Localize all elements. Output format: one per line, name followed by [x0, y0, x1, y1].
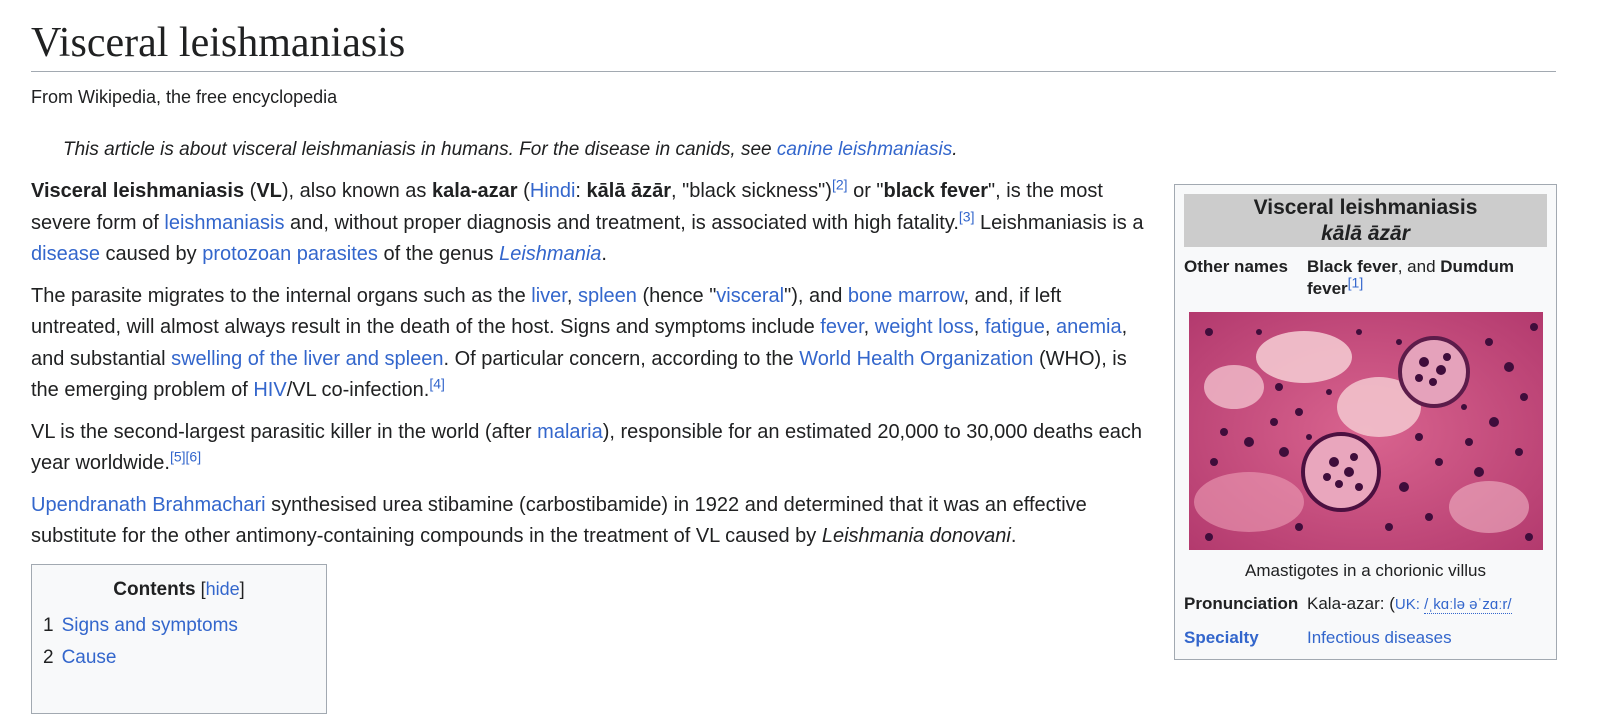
infobox-header: [1184, 194, 1547, 247]
pronunciation-uk-link[interactable]: UK:: [1394, 596, 1425, 613]
text: ,: [973, 316, 985, 338]
infobox-row-specialty: [1184, 627, 1547, 651]
text: ), also known as: [281, 180, 432, 202]
infobox-value-pronunciation: [1307, 593, 1547, 616]
link-leishmania[interactable]: Leishmania: [499, 243, 602, 265]
text: Leishmaniasis is a: [974, 211, 1144, 234]
infobox-row-pronunciation: [1184, 593, 1547, 617]
infobox-label-specialty[interactable]: Specialty: [1184, 628, 1259, 647]
ref-3[interactable]: [3]: [958, 207, 975, 224]
text: , "black sickness"): [671, 180, 832, 202]
toc-item-cause[interactable]: Cause: [61, 647, 117, 668]
toc-bracket-close: ]: [239, 579, 245, 599]
paragraph-mortality: [31, 417, 1156, 480]
link-who[interactable]: World Health Organization: [799, 347, 1034, 370]
micrograph-image: [1189, 312, 1543, 550]
link-canine-leishmaniasis[interactable]: canine leishmaniasis: [776, 139, 953, 160]
infobox-value-other-names: [1307, 256, 1547, 300]
ref-5[interactable]: [5]: [169, 448, 186, 465]
text: , and, if left untreated, will almost always result in the death of the host. Signs and symptoms include: [31, 284, 1062, 338]
link-hindi[interactable]: Hindi: [529, 180, 576, 202]
text: ), responsible for an estimated 20,000 to 30,000 deaths each year worldwide.: [31, 420, 1142, 474]
text: ,: [566, 284, 578, 307]
text: ,: [1044, 316, 1057, 338]
table-of-contents: [31, 564, 327, 714]
toc-list: [43, 610, 326, 674]
link-disease[interactable]: disease: [31, 243, 100, 265]
infobox-label-other-names: Other names: [1184, 257, 1288, 276]
site-tagline: From Wikipedia, the free encyclopedia: [31, 87, 338, 107]
text: .: [1010, 525, 1017, 547]
term-vl: VL: [256, 180, 282, 202]
term-leishmania-donovani: Leishmania donovani: [821, 525, 1011, 547]
link-liver[interactable]: liver: [531, 284, 567, 307]
infobox-caption: Amastigotes in a chorionic villus: [1245, 561, 1486, 580]
text: .: [601, 243, 607, 265]
term-black-fever: black fever: [883, 180, 989, 202]
text: , and: [1397, 257, 1441, 276]
infobox-image[interactable]: [1189, 312, 1543, 550]
text: synthesised urea stibamine (carbostibamide) in 1922 and determined that it was an effective substitute for the other antimony-containing compounds in the treatment of VL caused by: [31, 493, 1087, 547]
infobox-title: Visceral leishmaniasis: [1253, 196, 1478, 219]
toc-item-signs-and-symptoms[interactable]: Signs and symptoms: [61, 615, 238, 636]
pronunciation-ipa-link[interactable]: /ˌkɑːlə əˈzɑːr/: [1424, 596, 1512, 613]
text: or ": [847, 180, 884, 202]
toc-item[interactable]: [43, 610, 326, 642]
text: , and substantial: [31, 316, 1128, 370]
infobox-row-other-names: [1184, 256, 1547, 304]
link-fatigue[interactable]: fatigue: [984, 316, 1045, 338]
toc-header: [32, 577, 326, 602]
hatnote-text: This article is about visceral leishmaniasis in humans. For the disease in canids, see: [63, 139, 777, 160]
text: caused by: [99, 243, 203, 265]
ref-6[interactable]: [6]: [185, 448, 202, 465]
text: (hence ": [636, 284, 717, 307]
toc-item-number: 2: [43, 647, 54, 668]
link-bone-marrow[interactable]: bone marrow: [847, 284, 964, 307]
text: (: [517, 180, 530, 202]
hatnote-end: .: [952, 139, 958, 160]
article-body: [31, 176, 1156, 563]
link-leishmaniasis[interactable]: leishmaniasis: [164, 211, 285, 234]
link-swelling[interactable]: swelling of the liver and spleen: [171, 347, 444, 370]
paragraph-treatment: [31, 490, 1156, 553]
infobox-subtitle: kālā āzār: [1321, 222, 1410, 245]
text: (WHO), is the emerging problem of: [31, 347, 1127, 401]
hatnote: [63, 139, 958, 161]
paragraph-intro: [31, 176, 1156, 271]
link-anemia[interactable]: anemia: [1056, 316, 1122, 338]
toc-bracket-open: [: [195, 579, 206, 599]
text: (: [244, 180, 257, 202]
link-malaria[interactable]: malaria: [537, 420, 603, 443]
other-name-black-fever: Black fever: [1307, 257, 1398, 276]
text: ,: [863, 316, 875, 338]
toc-hide-toggle[interactable]: hide: [205, 579, 240, 599]
link-upendranath-brahmachari[interactable]: Upendranath Brahmachari: [31, 493, 266, 516]
link-protozoan-parasites[interactable]: protozoan parasites: [202, 243, 378, 265]
text: and, without proper diagnosis and treatment, is associated with high fatality.: [284, 211, 959, 234]
ref-4[interactable]: [4]: [429, 375, 445, 392]
infobox-label-pronunciation: Pronunciation: [1184, 594, 1299, 613]
term-hindi-name: kālā āzār: [586, 180, 672, 202]
text: The parasite migrates to the internal organs such as the: [31, 284, 532, 307]
text: "), and: [784, 284, 848, 307]
text: of the genus: [377, 243, 500, 265]
text: VL is the second-largest parasitic killer in the world (after: [31, 420, 538, 443]
link-spleen[interactable]: spleen: [577, 284, 637, 307]
infobox: [1174, 184, 1557, 660]
text: /VL co-infection.: [286, 379, 430, 401]
link-weight-loss[interactable]: weight loss: [874, 316, 974, 338]
toc-title: Contents: [113, 579, 196, 600]
link-visceral[interactable]: visceral: [716, 284, 785, 307]
term-kala-azar: kala-azar: [431, 180, 518, 202]
infobox-value-specialty[interactable]: Infectious diseases: [1307, 628, 1452, 647]
term-visceral-leishmaniasis: Visceral leishmaniasis: [31, 180, 245, 202]
paragraph-organs: [31, 281, 1156, 407]
text: ", is the most severe form of: [31, 180, 1103, 234]
link-fever[interactable]: fever: [820, 316, 864, 338]
toc-item-number: 1: [43, 615, 54, 636]
text: :: [575, 180, 587, 202]
link-hiv[interactable]: HIV: [253, 379, 287, 401]
text: . Of particular concern, according to the: [443, 347, 800, 370]
other-name-dumdum-fever: Dumdum fever: [1307, 257, 1514, 298]
toc-item[interactable]: [43, 642, 326, 674]
ref-2[interactable]: [2]: [831, 176, 848, 193]
ref-1[interactable]: [1]: [1347, 274, 1364, 291]
pronunciation-text: Kala-azar: (: [1307, 594, 1395, 613]
page-title: Visceral leishmaniasis: [31, 16, 1556, 72]
